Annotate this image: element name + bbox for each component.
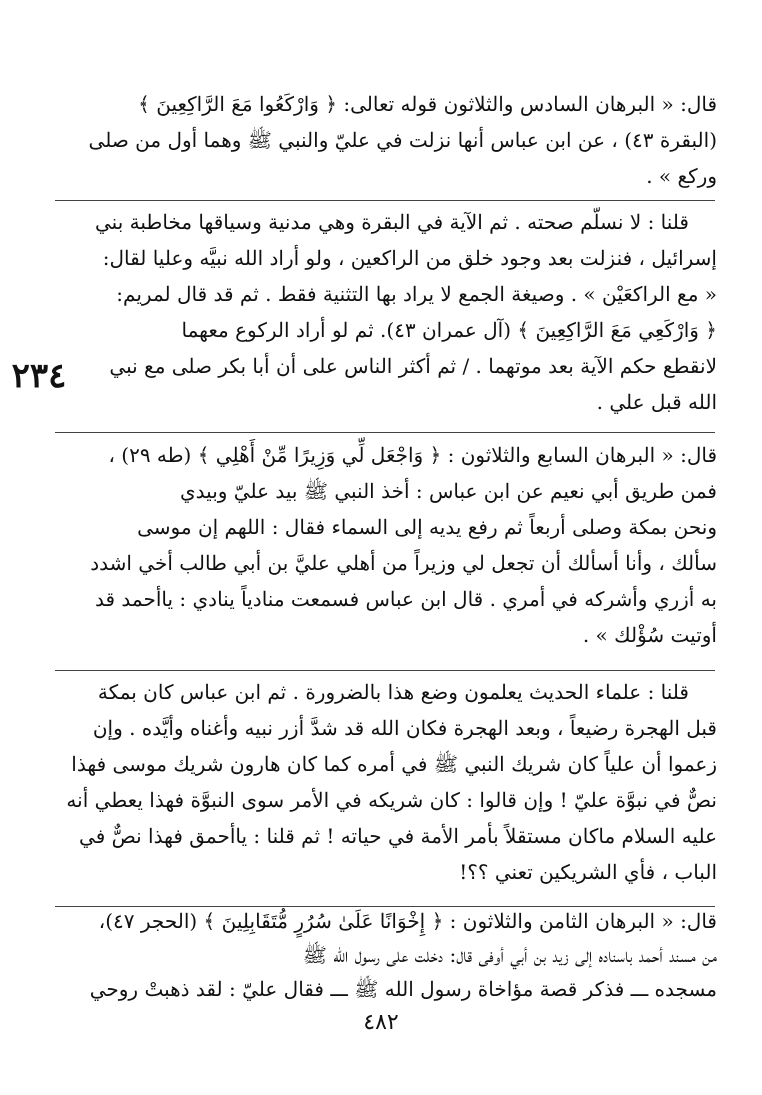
text-line: زعموا أن علياً كان شريك النبي ﷺ في أمره كما كان هارون شريك موسى فهذا <box>71 752 717 776</box>
text-line: من مسند أحمد باسناده إلى زيد بن أبي أوفى قال: دخلت على رسول الله ﷺ <box>302 943 717 967</box>
text-line: (البقرة ٤٣) ، عن ابن عباس أنها نزلت في عليّ والنبي ﷺ وهما أول من صلى <box>88 128 717 152</box>
text-line: قلنا : علماء الحديث يعلمون وضع هذا بالضرورة . ثم ابن عباس كان بمكة <box>97 680 689 704</box>
text-line: نصٌّ في نبوَّة عليّ ! وإن قالوا : كان شريكه في الأمر سوى النبوَّة فهذا يعطي أنه <box>66 788 717 812</box>
text-line: ونحن بمكة وصلى أربعاً ثم رفع يديه إلى السماء فقال : اللهم إن موسى <box>137 515 717 539</box>
text-line: لانقطع حكم الآية بعد موتهما . / ثم أكثر الناس على أن أبا بكر صلى مع نبي <box>109 354 717 378</box>
text-line: وركع » . <box>646 164 717 188</box>
text-line: قال: « البرهان الثامن والثلاثون : ﴿ إِخْوَانًا عَلَىٰ سُرُرٍ مُّتَقَابِلِينَ ﴾ (الحجر ٤٧)، <box>98 909 717 933</box>
text-line: قلنا : لا نسلّم صحته . ثم الآية في البقرة وهي مدنية وسياقها مخاطبة بني <box>95 210 689 234</box>
page-number: ٤٨٢ <box>363 1010 399 1035</box>
section-divider <box>55 670 715 671</box>
section-divider <box>55 200 715 201</box>
text-line: قال: « البرهان السادس والثلاثون قوله تعالى: ﴿ وَارْكَعُوا مَعَ الرَّاكِعِينَ ﴾ <box>138 92 717 116</box>
text-line: فمن طريق أبي نعيم عن ابن عباس : أخذ النبي ﷺ بيد عليّ وبيدي <box>180 479 717 503</box>
margin-page-number: ٢٣٤ <box>11 356 67 396</box>
text-line: قال: « البرهان السابع والثلاثون : ﴿ وَاجْعَل لِّي وَزِيرًا مِّنْ أَهْلِي ﴾ (طه ٢٩) ، <box>108 443 717 467</box>
text-line: سألك ، وأنا أسألك أن تجعل لي وزيراً من أهلي عليَّ بن أبي طالب أخي اشدد <box>90 551 717 575</box>
section-5 <box>52 904 717 1006</box>
section-4 <box>52 674 717 890</box>
text-line: الباب ، فأي الشريكين تعني ؟؟! <box>459 860 717 884</box>
text-line: مسجده ـــ فذكر قصة مؤاخاة رسول الله ﷺ ـــ فقال عليّ : لقد ذهبتْ روحي <box>89 977 717 1001</box>
text-line: « مع الراكعَيْن » . وصيغة الجمع لا يراد بها التثنية فقط . ثم قد قال لمريم: <box>116 282 717 306</box>
text-line: به أزري وأشركه في أمري . قال ابن عباس فسمعت منادياً ينادي : ياأحمد قد <box>95 587 717 611</box>
text-line: قبل الهجرة رضيعاً ، وبعد الهجرة فكان الله قد شدَّ أزر نبيه وأغناه وأيَّده . وإن <box>92 716 717 740</box>
section-1 <box>52 86 717 194</box>
text-line: إسرائيل ، فنزلت بعد وجود خلق من الراكعين ، ولو أراد الله نبيَّه وعليا لقال: <box>102 246 717 270</box>
text-line: أوتيت سُؤْلك » . <box>582 623 717 647</box>
section-divider <box>55 432 715 433</box>
section-2 <box>52 204 717 420</box>
text-line: عليه السلام ماكان مستقلاً بأمر الأمة في حياته ! ثم قلنا : ياأحمق فهذا نصٌّ في <box>79 824 717 848</box>
text-line: ﴿ وَارْكَعِي مَعَ الرَّاكِعِينَ ﴾ (آل عمران ٤٣). ثم لو أراد الركوع معهما <box>181 318 717 342</box>
text-line: الله قبل علي . <box>596 390 717 414</box>
section-3 <box>52 437 717 653</box>
